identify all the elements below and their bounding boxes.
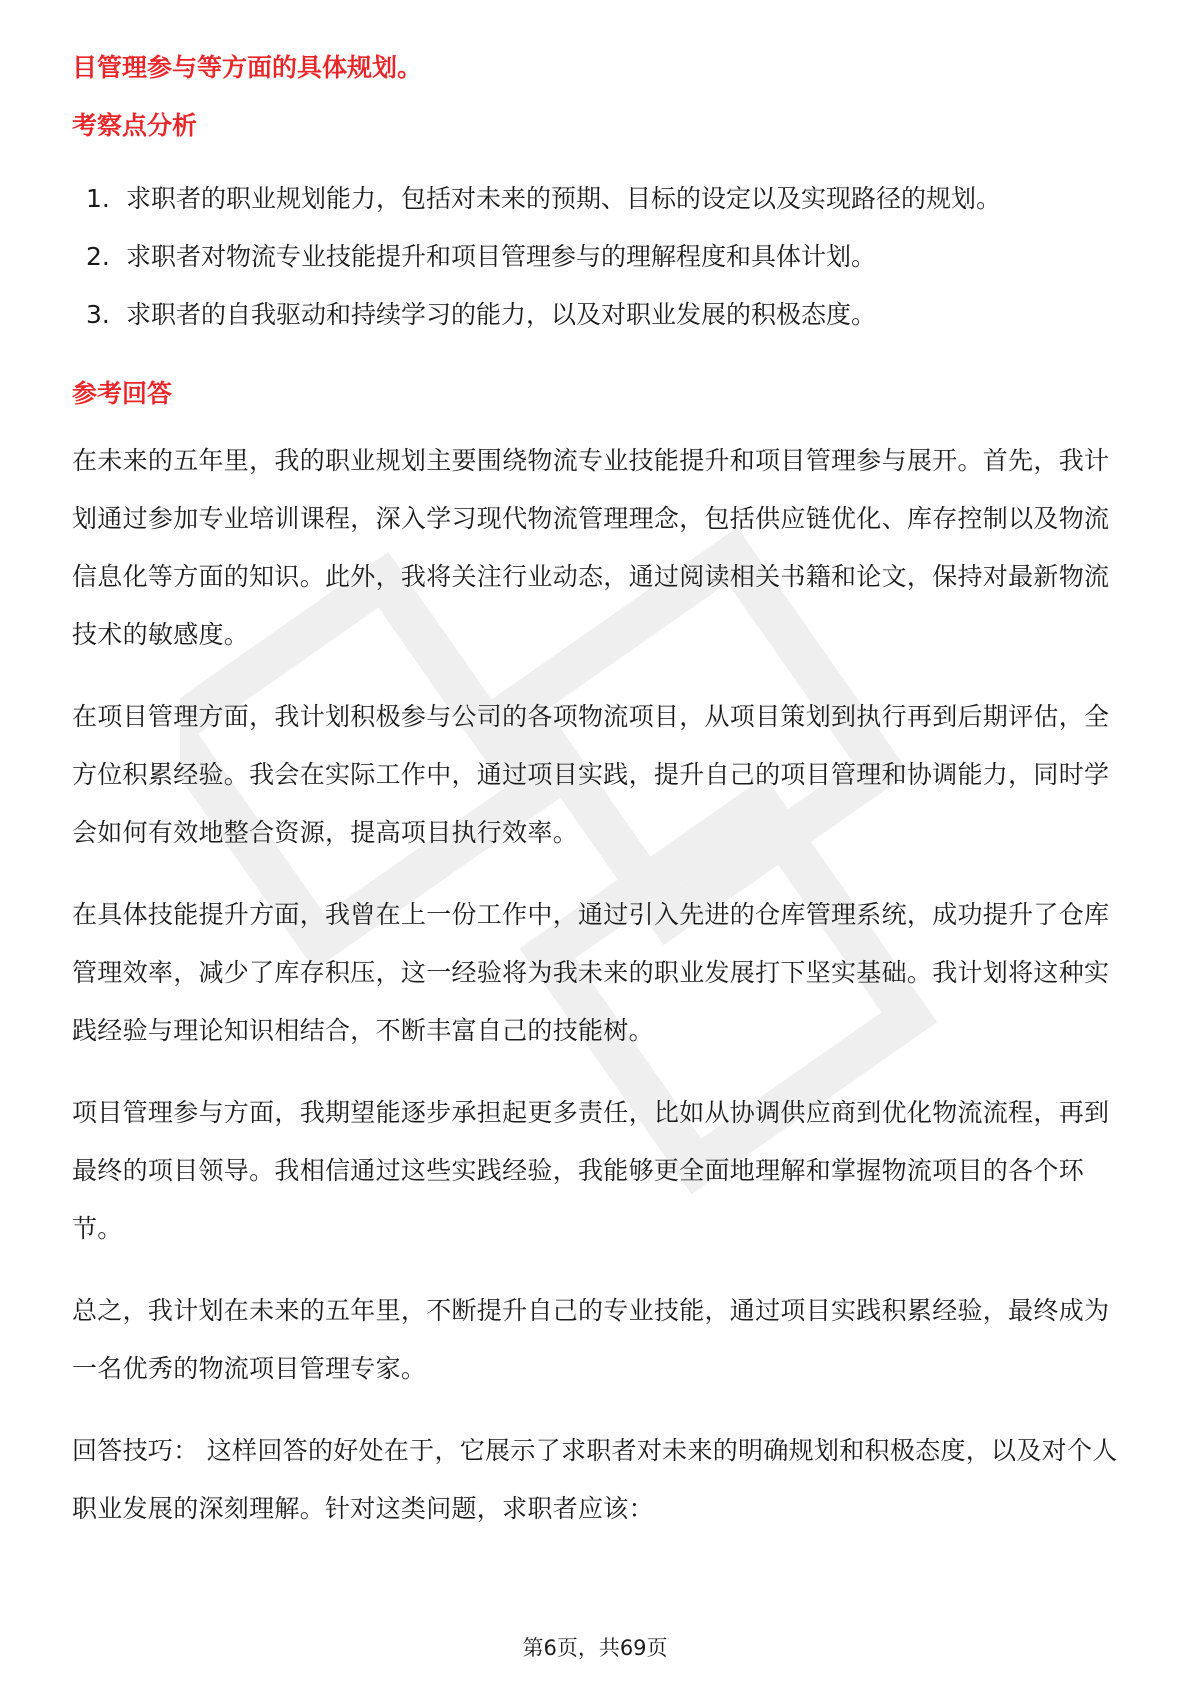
list-number: 2. [86,242,110,271]
document-page [72,48,1118,1538]
list-item [72,228,1118,286]
list-item [72,286,1118,344]
answer-heading: 参考回答 [72,379,173,408]
page-number-footer: 第6页，共69页 [522,1636,668,1660]
answer-paragraph: 在未来的五年里，我的职业规划主要围绕物流专业技能提升和项目管理参与展开。首先，我计划通过参加专业培训课程，深入学习现代物流管理理念，包括供应链优化、库存控制以及物流信息化等方面的知识。此外，我将关注行业动态，通过阅读相关书籍和论文，保持对最新物流技术的敏感度。 [72,446,1110,649]
answer-paragraph: 在具体技能提升方面，我曾在上一份工作中，通过引入先进的仓库管理系统，成功提升了仓库管理效率，减少了库存积压，这一经验将为我未来的职业发展打下坚实基础。我计划将这种实践经验与理论知识相结合，不断丰富自己的技能树。 [72,900,1110,1045]
list-text: 求职者的职业规划能力，包括对未来的预期、目标的设定以及实现路径的规划。 [126,184,1002,213]
analysis-heading: 考察点分析 [72,111,198,140]
list-item [72,170,1118,228]
continued-title-line: 目管理参与等方面的具体规划。 [72,53,423,82]
list-text: 求职者的自我驱动和持续学习的能力，以及对职业发展的积极态度。 [126,300,877,329]
list-number: 1. [86,184,110,213]
answer-paragraph: 在项目管理方面，我计划积极参与公司的各项物流项目，从项目策划到执行再到后期评估，全方位积累经验。我会在实际工作中，通过项目实践，提升自己的项目管理和协调能力，同时学会如何有效地整合资源，提高项目执行效率。 [72,702,1110,847]
list-text: 求职者对物流专业技能提升和项目管理参与的理解程度和具体计划。 [126,242,877,271]
answer-tip-paragraph: 回答技巧： 这样回答的好处在于，它展示了求职者对未来的明确规划和积极态度，以及对个人职业发展的深刻理解。针对这类问题，求职者应该： [72,1436,1118,1523]
analysis-list [72,170,1118,344]
answer-paragraph: 总之，我计划在未来的五年里，不断提升自己的专业技能，通过项目实践积累经验，最终成为一名优秀的物流项目管理专家。 [72,1296,1110,1383]
list-number: 3. [86,300,110,329]
answer-paragraph: 项目管理参与方面，我期望能逐步承担起更多责任，比如从协调供应商到优化物流流程，再到最终的项目领导。我相信通过这些实践经验，我能够更全面地理解和掌握物流项目的各个环节。 [72,1098,1110,1243]
